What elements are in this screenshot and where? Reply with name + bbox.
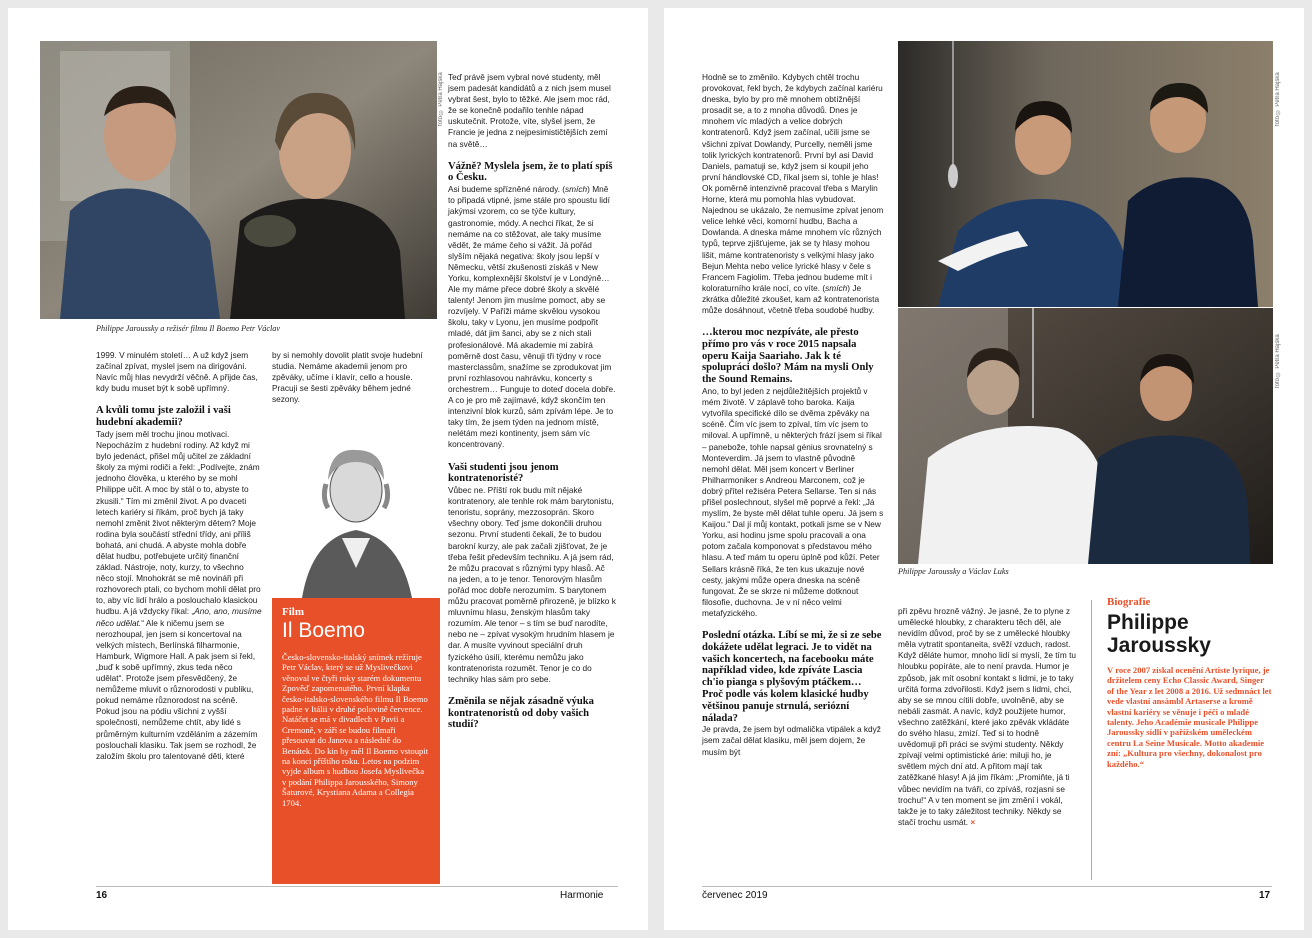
paragraph: Asi budeme spřízněné národy. (smích) Mně to připadá vtipné, jsme stále pro spoustu lidí jakýmsi vzorem, co se týče kultury, gastronomie, módy. A nechci říkat, že si nemáme na co stěžovat, ale taky musíme vědět, že máme čeho si vážit. Já pořád slyším nějaká negativa: školy jsou lepší v Německu, větší zkušenosti získáš v New Yorku, komplexnější školství je v Londýně… Ale my máme přece dobré školy a skvělé talenty! Jenom jim musíme pomoct, aby se rozvíjely. V Paříži máme skvělou vysokou školu, taky v Lyonu, jen musíme podpořit mladé, dát jim šanci, aby se z nich stali profesionálové. Má akademie mi zabírá poměrně dost času, věnuji tři týdny v roce masterclassům, snažíme se zprodukovat jim první rozhlasovou nahrávku, koncerty s orchestrem… Funguje to doteď docela dobře. A co je pro mě zajímavé, když skončím ten intenzivní blok kurzů, sám zpívám lépe. Je to taky tím, že jsem týden na jednom místě, nelétám mezi kontinenty, jsem sám víc koncentrovaný. bbox=[448, 184, 616, 450]
interview-question: A kvůli tomu jste založil i vaši hudební akademii? bbox=[96, 405, 231, 429]
footer-rule bbox=[702, 886, 1272, 887]
photo-illustration bbox=[40, 41, 437, 319]
article-column-1 bbox=[702, 72, 884, 758]
paragraph: při zpěvu hrozně vážný. Je jasné, že to plyne z umělecké hloubky, z charakteru těch děl, ale nevidím důvod, proč by se z umělecké hloubky měla vytratit spontaneita, svěží vzduch, radost. Když děláte humor, mnoho lidí si myslí, že tím tu hloubku popíráte, ale to není pravda. Humor je způsob, jak mít osobní kontakt s lidmi, je to taky určitá forma zdvořilosti. Když jsem s lidmi, chci, aby se se mnou cítili dobře, uvolněně, aby se nebáli zasmát. A navíc, když použijete humor, všechno zatěžkání, které jako zpěvák vkládáte do svého hlasu, zmizí. Teď si to hodně uvědomuji při práci se svými studenty. Někdy zpívají velmi optimistické árie: miluji ho, je světlem mých dní atd. A přitom mají tak zatěžkané hlasy! A já jim říkám: „Promiňte, já ti vůbec nevidím na tváři, co zpíváš, rozjasni se trochu!“ A v ten moment se jim změní i vokál, takže je to taky záležitost techniky. Někdy se stačí trochu usmát. × bbox=[898, 606, 1076, 827]
article-column-3 bbox=[448, 72, 616, 731]
photo-credit: foto © Petra Hajská bbox=[1275, 72, 1281, 126]
interview-question: Změnila se nějak zásadně výuka kontratenoristů od doby vašich studií? bbox=[448, 695, 594, 731]
paragraph: Hodně se to změnilo. Kdybych chtěl trochu provokovat, řekl bych, že kdybych začínal kariéru dneska, bylo by pro mě mnohem obtížnější prosadit se, a to z mnoha důvodů. Dnes je mnohem víc mladých a velice dobrých kontratenorů. Když jsem začínal, učili jsme se všichni zpívat Dowlandy, Purcelly, neměli jsme tolik lyrických kontratenorů. První byl asi David Daniels, pamatuji se, když jsem si koupil jeho první hándlovské CD, říkal jsem si, tohle je hlas! Ok poměrně intenzivně pracoval třeba s Marylin Horne, která mu pomohla hlas vybudovat. Najednou se ukázalo, že nemusíme zpívat jenom velice lehké věci, komorní hudbu, Bacha a Dowlanda. A dneska máme mnohem víc různých typů, teprve zjišťujeme, jak se ty hlasy mohou lišit, máme kontratenoristy s velkými hlasy jako Bejun Mehta nebo velice lyrické hlasy v čele s Francem Fagiolim. Třeba jednou budeme mít i koloraturního krále nocí, co víte. (smích) Je zkrátka důležité zkoušet, kam až kontratenorista může dosáhnout, včetně třeba soudobé hudby. bbox=[702, 72, 884, 315]
paragraph: Tady jsem měl trochu jinou motivaci. Nepocházím z hudební rodiny. Až když mi bylo jedenáct, přišel můj učitel ze základní školy za mými rodiči a řekl: „Podívejte, znám jednoho člověka, u kterého by se mohl Philippe učit. A moc by stál o to, abyste to zkusili.“ Tím mi změnil život. A po dvaceti letech kariéry si říkám, proč bych já taky nemohl změnit život některým dětem? Moje rodina byla součástí střední třídy, ani příliš bohatá, ani chudá. A abyste mohla dobře dělat hudbu, potřebujete určitý finanční základ. Nástroje, noty, kurzy, to všechno něco stojí. Mnohokrát se mě novináři při rozhovorech ptali, co bychom mohli dělat pro to, aby víc lidí hrálo a poslouchalo klasickou hudbu. A já vždycky říkal: „Ano, ano, musíme něco udělat.“ Ale k ničemu jsem se nerozhoupal, jen jsem si koncertoval na velkých místech, Berlínská filharmonie, Hamburk, Wigmore Hall. A pak jsem si řekl, „buď k sobě upřímný, zkus teda něco udělat“. Protože jsem přesvědčený, že nemůžeme mluvit o různorodosti v publiku, pokud nemáme různorodost na scéně. Pokud jsou na pódiu všichni z vyšší společnosti, nemůžeme chtít, aby lidé s průměrným kulturním vzděláním a zázemím poslouchali klasiku. Tak jsem se rozhodl, že založím školu pro talentované děti, které bbox=[96, 428, 262, 761]
interview-question: Vaši studenti jsou jenom kontratenoristé? bbox=[448, 461, 559, 485]
page-number: 16 bbox=[96, 890, 108, 901]
interview-question: Poslední otázka. Líbí se mi, že si ze sebe dokážete udělat legraci. Je to vidět na vašich koncertech, na facebooku máte například video, kde zpíváte Lascia ch'io pianga s plyšovým ptáčkem… Proč podle vás kolem klasické hudby většinou panuje strnulá, seriózní nálada? bbox=[702, 630, 882, 724]
film-sidebar bbox=[272, 598, 440, 884]
myslivecek-portrait bbox=[272, 418, 440, 598]
end-mark-icon: × bbox=[970, 816, 976, 827]
photo-caption: Philippe Jaroussky a režisér filmu Il Boemo Petr Václav bbox=[96, 324, 281, 333]
bio-text: V roce 2007 získal ocenění Artiste lyrique, je držitelem ceny Echo Classic Award, Singer of the Year z let 2008 a 2016. Už sedmnáct let vede vlastní ansámbl Artaserse a kromě vlastní kariéry se věnuje i péči o mladé talenty. Jeho Académie musicale Philippe Jaroussky sídlí v pařížském uměleckém centru La Seine Musicale. Motto akademie zní: „Kultura pro všechny, dokonalost pro každého.“ bbox=[1107, 665, 1272, 769]
interview-question: …kterou moc nezpíváte, ale přesto přímo pro vás v roce 2015 napsala operu Kaija Saariaho. Jak k té spolupráci došlo? Mám na mysli Only the Sound Remains. bbox=[702, 327, 874, 386]
portrait-illustration bbox=[272, 418, 440, 598]
film-kicker: Film bbox=[282, 606, 304, 618]
issue-date: červenec 2019 bbox=[702, 890, 768, 901]
photo-jaroussky-vaclav bbox=[40, 41, 437, 319]
article-column-2 bbox=[272, 350, 440, 405]
photo-illustration bbox=[898, 308, 1273, 564]
page-number: 17 bbox=[1259, 890, 1271, 901]
photo-rehearsal-1 bbox=[898, 41, 1273, 307]
photo-credit: foto © Petra Hajská bbox=[438, 72, 444, 126]
film-text: Česko-slovensko-italský snímek režíruje Petr Václav, který se už Myslivečkovi věnoval ve čtyři roky starém dokumentu Zpověď zapomenutého. První klapka česko-italsko-slovenského filmu Il Boemo padne v Itálii v druhé polovině července. Natáčet se má v divadlech v Pavii a Cremoně, v září se budou filmaři přesouvat do Janova a následně do Benátek. Do kin by měl Il Boemo vstoupit na konci příštího roku. Letos na podzim vyjde album s hudbou Josefa Myslivečka v podání Philippa Jarousského, Simony Šaturové, Krystiana Adama a Collegia 1704. bbox=[282, 652, 429, 808]
article-column-1 bbox=[96, 350, 262, 762]
paragraph: Vůbec ne. Příští rok budu mít nějaké kontratenory, ale tenhle rok mám barytonistu, tenoristu, soprány, mezzosoprán. Skoro všechny obory. Teď jsme dokončili druhou sezonu. První studenti čekali, že to budou barokní kurzy, ale pak začali zjišťovat, že je třeba řešit především techniku. A já jsem rád, že můžu pracovat s různými typy hlasů. Ač na jeden, a to je tenor. Tenorovým hlasům pořád moc dobře nerozumím. S barytonem můžu pracovat poměrně přirozeně, je blízko k mluvnímu hlasu, ženským hlasům taky rozumím. Ale tenor – s tím se buď narodíte, nebo ne – zpívat vysokým hrudním hlasem je dar. A musíte vyvinout speciální druh fyzického úsilí, kterému nemůžu jako kontratenorista rozumět. Tenor je co do techniky hlas sám pro sebe. bbox=[448, 485, 616, 684]
interview-question: Vážně? Myslela jsem, že to platí spíš o Česku. bbox=[448, 160, 613, 184]
photo-rehearsal-2 bbox=[898, 308, 1273, 564]
article-column-2 bbox=[898, 606, 1078, 828]
film-title: Il Boemo bbox=[282, 619, 365, 642]
paragraph: Ano, to byl jeden z nejdůležitějších projektů v mém životě. V záplavě toho baroka. Kaija vytvořila specifické dílo se dvěma zpěváky na scéně. Čím víc jsem to zpíval, tím víc jsem to miloval. A upřímně, u některých frází jsem si říkal – panebože, tohle napsal génius srovnatelný s Monteverdim. Já jsem to vlastně původně nemohl dělat. Měl jsem koncert v Berliner Philharmoniker s Andreou Marconem, což je dobrý přítel režiséra Petera Sellarse. Ten si nás přišel poslechnout, slyšel mě poprvé a řekl: „Já myslím, že byste měl dělat tuhle operu. Já jsem s Kaijou.“ Dal jí můj kontakt, potkali jsme se v New Yorku, asi hodinu jsme spolu pracovali a ona potom začala komponovat s představou mého hlasu. A teď mám tu operu úplně pod kůží. Peter Sellars krásně říká, že ten kus ukazuje nové cesty, jakými může opera dneska na scéně fungovat. Že se skrze ni můžeme dotknout filosofie, duchovna. Je v ní něco velmi metafyzického. bbox=[702, 386, 884, 618]
bio-kicker: Biografie bbox=[1107, 596, 1151, 608]
photo-illustration bbox=[898, 41, 1273, 307]
magazine-name: Harmonie bbox=[560, 890, 604, 901]
right-page bbox=[664, 8, 1304, 930]
photo-credit: foto © Petra Hajská bbox=[1275, 334, 1281, 388]
column-divider bbox=[1091, 600, 1092, 880]
bio-name: Philippe Jaroussky bbox=[1107, 611, 1211, 657]
left-page bbox=[8, 8, 648, 930]
paragraph: Teď právě jsem vybral nové studenty, měl jsem padesát kandidátů a z nich jsem musel vybrat šest, bylo to těžké. Ale jsem moc rád, že se konečně podařilo tenhle nápad uskutečnit. Protože, víte, slyšel jsem, že Francie je jedna z nejpesimističtějších zemí na světě… bbox=[448, 72, 611, 149]
photo-caption: Philippe Jaroussky a Václav Luks bbox=[898, 567, 1009, 576]
paragraph: 1999. V minulém století… A už když jsem začínal zpívat, myslel jsem na dirigování. Navíc můj hlas nevydrží věčně. A přijde čas, kdy budu muset být k sobě upřímný. bbox=[96, 350, 258, 394]
paragraph: by si nemohly dovolit platit svoje hudební studia. Nemáme akademii jenom pro zpěváky, učíme i klavír, cello a housle. Pracuji se šesti zpěváky během jedné sezony. bbox=[272, 350, 423, 405]
paragraph: Je pravda, že jsem byl odmalička vtipálek a když jsem začal dělat klasiku, měl jsem dojem, že musím být bbox=[702, 724, 881, 757]
footer-rule bbox=[96, 886, 618, 887]
biography-box bbox=[1107, 596, 1273, 769]
